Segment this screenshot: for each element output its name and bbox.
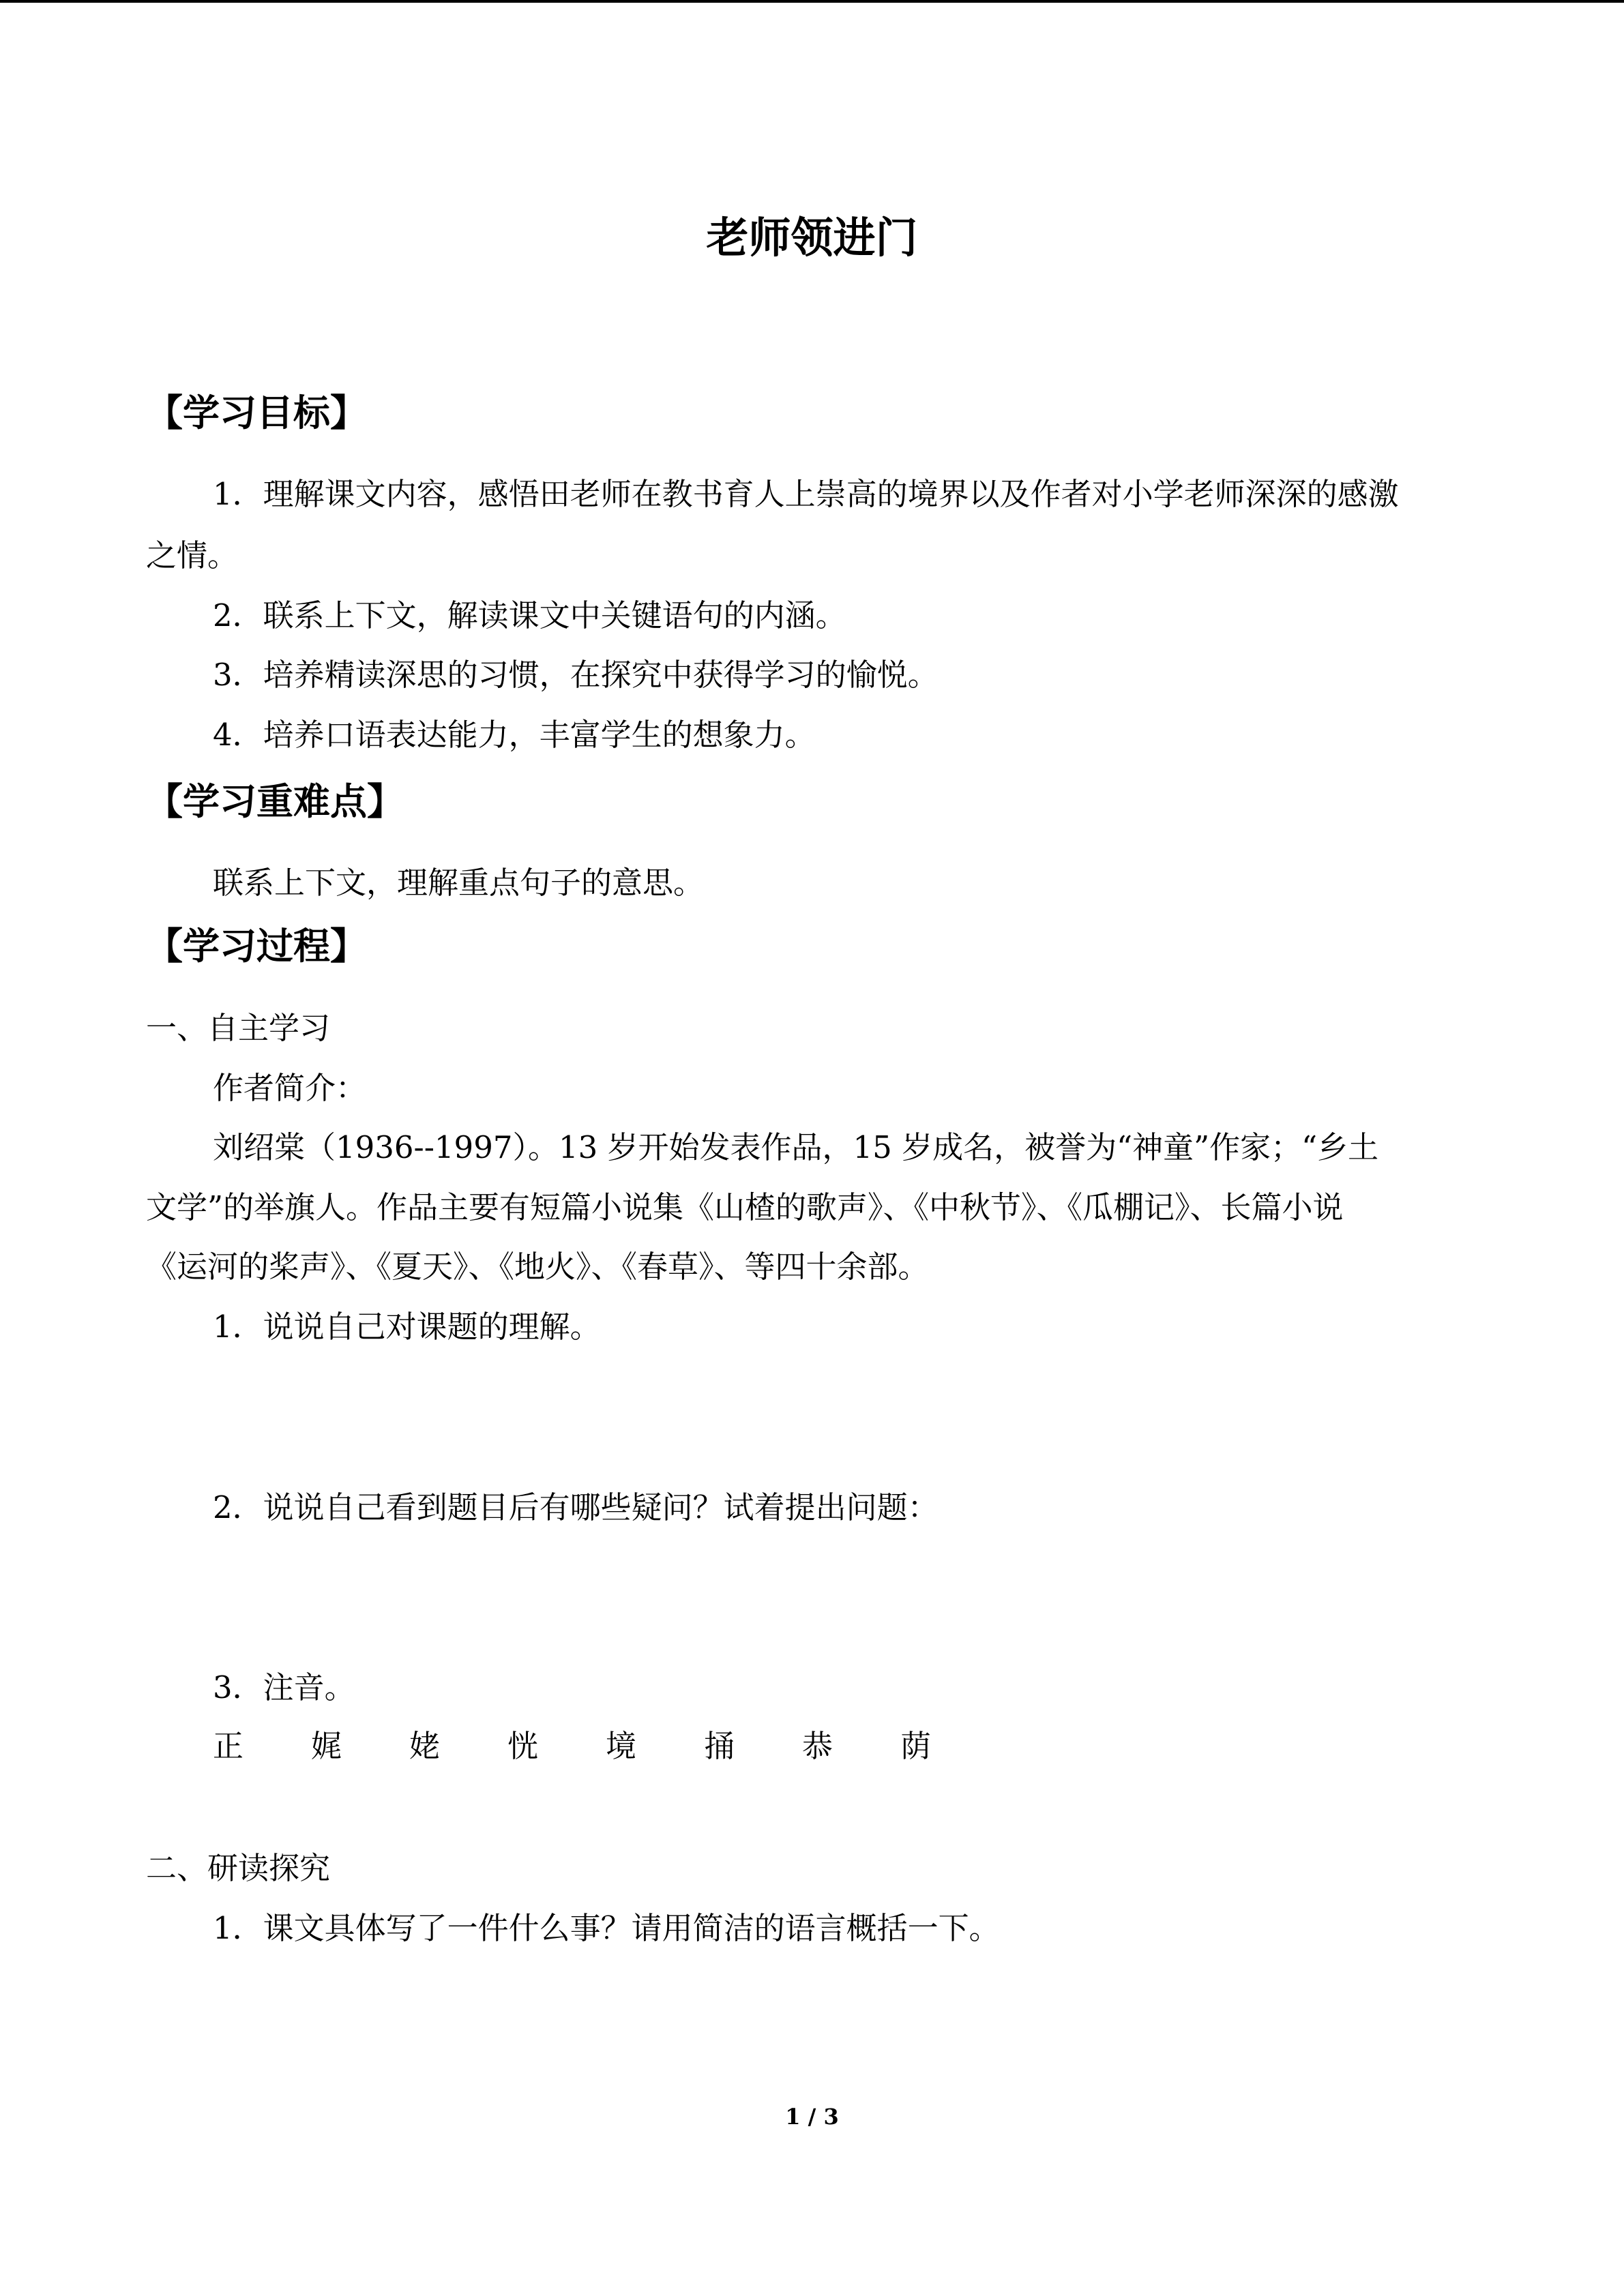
- part2-heading: 二、研读探究: [146, 1850, 331, 1886]
- pinyin-char: 恭: [802, 1728, 833, 1764]
- part2-question-1: 1．课文具体写了一件什么事？请用简洁的语言概括一下。: [213, 1910, 1000, 1946]
- objective-item: 1．理解课文内容，感悟田老师在教书育人上崇高的境界以及作者对小学老师深深的感激: [213, 476, 1399, 512]
- process-heading: 【学习过程】: [146, 924, 367, 968]
- top-border: [0, 0, 1624, 3]
- pinyin-char: 捅: [704, 1728, 735, 1764]
- part1-heading: 一、自主学习: [146, 1010, 331, 1046]
- objective-item: 3．培养精读深思的习惯，在探究中获得学习的愉悦。: [213, 657, 939, 693]
- question-1: 1．说说自己对课题的理解。: [213, 1309, 601, 1345]
- author-label: 作者简介：: [213, 1070, 367, 1106]
- pinyin-char: 境: [606, 1728, 637, 1764]
- page-title: 老师领进门: [706, 213, 918, 263]
- pinyin-char: 恍: [507, 1728, 539, 1764]
- page-number: 1 / 3: [785, 2104, 839, 2130]
- author-line: 刘绍棠（1936--1997）。13 岁开始发表作品，15 岁成名，被誉为“神童”作家；“乡土: [213, 1129, 1379, 1165]
- difficulties-heading: 【学习重难点】: [146, 779, 404, 823]
- pinyin-char: 姥: [409, 1728, 441, 1764]
- author-line: 文学”的举旗人。作品主要有短篇小说集《山楂的歌声》、《中秋节》、《瓜棚记》、长篇小说: [146, 1189, 1344, 1225]
- objective-item: 2．联系上下文，解读课文中关键语句的内涵。: [213, 597, 846, 633]
- pinyin-char: 荫: [900, 1728, 932, 1764]
- objectives-heading: 【学习目标】: [146, 391, 367, 434]
- objective-item: 之情。: [146, 537, 239, 573]
- question-3: 3．注音。: [213, 1669, 355, 1705]
- difficulties-text: 联系上下文，理解重点句子的意思。: [213, 865, 705, 901]
- question-2: 2．说说自己看到题目后有哪些疑问？试着提出问题：: [213, 1489, 939, 1525]
- pinyin-char: 正: [213, 1728, 244, 1764]
- pinyin-char: 娓: [311, 1728, 342, 1764]
- objective-item: 4．培养口语表达能力，丰富学生的想象力。: [213, 717, 816, 753]
- author-line: 《运河的桨声》、《夏天》、《地火》、《春草》、等四十余部。: [146, 1249, 929, 1285]
